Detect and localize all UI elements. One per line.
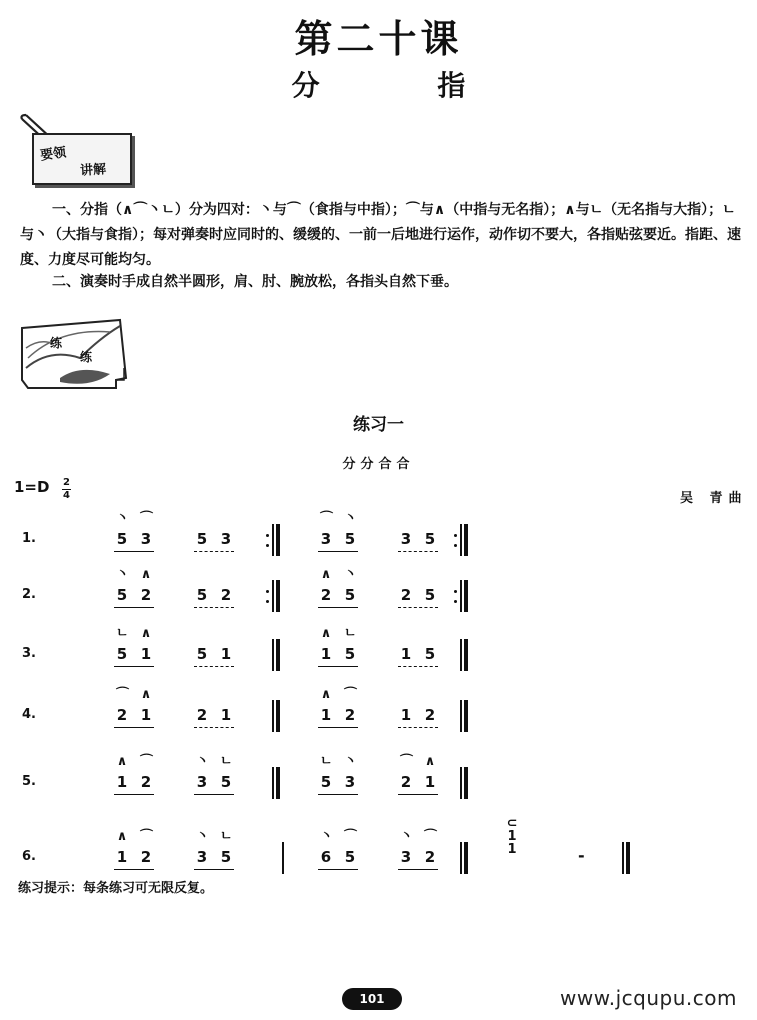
note: 3 (196, 773, 208, 791)
note: 5 (424, 586, 436, 604)
fingering-mark: 丶 (400, 829, 414, 844)
fingering-mark: 丶 (344, 567, 358, 582)
note: 3 (344, 773, 356, 791)
fingering-mark: ㄴ (320, 754, 333, 769)
beam-underline (114, 607, 154, 608)
fingering-mark: 丶 (344, 754, 358, 769)
exercise-subtitle: 分分合合 (342, 457, 415, 472)
beam-underline (318, 551, 358, 552)
note: 5 (116, 586, 128, 604)
note: 1 (220, 645, 232, 663)
note: 1 (140, 645, 152, 663)
note: 5 (196, 645, 208, 663)
note: 6 (320, 848, 332, 866)
note: 5 (116, 530, 128, 548)
key-points-badge-line1: 要领 (39, 145, 68, 164)
note: 2 (116, 706, 128, 724)
beam-underline (194, 869, 234, 870)
fingering-mark: ∧ (320, 687, 332, 702)
row-number: 6. (22, 849, 36, 864)
note: 5 (116, 645, 128, 663)
practice-tip: 练习提示：每条练习可无限反复。 (18, 881, 214, 896)
note: 5 (424, 530, 436, 548)
practice-badge (20, 318, 130, 390)
fingering-mark: 丶 (116, 511, 130, 526)
note: 5 (424, 645, 436, 663)
note: 1 (220, 706, 232, 724)
note: 5 (344, 848, 356, 866)
final-chord-symbol: 1 (507, 842, 517, 857)
fingering-mark: ㄴ (220, 829, 233, 844)
fingering-mark: ∧ (140, 626, 152, 641)
lesson-subtitle: 分 指 (291, 69, 520, 102)
row-number: 1. (22, 531, 36, 546)
note: 3 (220, 530, 232, 548)
practice-badge-line2: 练 (80, 350, 93, 364)
note: 2 (140, 586, 152, 604)
beam-underline (318, 727, 358, 728)
note: 2 (400, 773, 412, 791)
beam-underline (194, 727, 234, 728)
beam-underline (318, 666, 358, 667)
beam-underline (398, 727, 438, 728)
note: 1 (424, 773, 436, 791)
explanation-paragraph-2: 二、演奏时手成自然半圆形，肩、肘、腕放松，各指头自然下垂。 (52, 274, 458, 290)
note: 5 (344, 530, 356, 548)
key-signature: 1=D (14, 478, 50, 496)
beam-underline (398, 869, 438, 870)
time-signature-numerator: 2 (63, 477, 70, 488)
composer: 吴 青曲 (680, 491, 748, 506)
beam-underline (318, 869, 358, 870)
fingering-mark: ∧ (140, 687, 152, 702)
fingering-mark: 丶 (344, 511, 358, 526)
fingering-mark: ∧ (116, 829, 128, 844)
lesson-title: 第二十课 (294, 16, 463, 61)
fingering-mark: 丶 (320, 829, 334, 844)
beam-underline (398, 666, 438, 667)
fingering-mark: ⌒ (140, 754, 154, 769)
note: 3 (400, 530, 412, 548)
fingering-mark: ∧ (140, 567, 152, 582)
beam-underline (194, 666, 234, 667)
note: 2 (400, 586, 412, 604)
key-points-badge-line2: 讲解 (79, 162, 107, 179)
note: 1 (400, 645, 412, 663)
beam-underline (398, 794, 438, 795)
note: 5 (344, 586, 356, 604)
beam-underline (194, 607, 234, 608)
note: 3 (140, 530, 152, 548)
note: 1 (140, 706, 152, 724)
fingering-mark: 丶 (196, 754, 210, 769)
final-chord-symbol: 1 (507, 829, 517, 844)
beam-underline (194, 794, 234, 795)
note: 3 (320, 530, 332, 548)
row-number: 3. (22, 646, 36, 661)
practice-illustration-icon (20, 318, 130, 390)
fingering-mark: ∧ (424, 754, 436, 769)
page-number: 101 (342, 988, 402, 1010)
fingering-mark: 丶 (116, 567, 130, 582)
beam-underline (114, 666, 154, 667)
fingering-mark: ⌒ (320, 511, 334, 526)
note: 3 (400, 848, 412, 866)
note: 2 (196, 706, 208, 724)
note: 2 (320, 586, 332, 604)
note: 1 (320, 706, 332, 724)
note: 5 (220, 773, 232, 791)
beam-underline (114, 869, 154, 870)
note: 2 (140, 848, 152, 866)
fingering-mark: ⌒ (400, 754, 414, 769)
beam-underline (398, 607, 438, 608)
note: 2 (140, 773, 152, 791)
exercise-title: 练习一 (353, 415, 404, 435)
single-barline (282, 842, 284, 874)
note: 2 (220, 586, 232, 604)
note: 1 (400, 706, 412, 724)
beam-underline (318, 794, 358, 795)
note: 1 (116, 773, 128, 791)
time-signature-denominator: 4 (63, 490, 70, 501)
beam-underline (114, 794, 154, 795)
note: 2 (344, 706, 356, 724)
beam-underline (318, 607, 358, 608)
note: 2 (424, 848, 436, 866)
note: 3 (196, 848, 208, 866)
time-signature (62, 478, 71, 501)
note: 1 (320, 645, 332, 663)
note: 5 (344, 645, 356, 663)
fingering-mark: ㄴ (116, 626, 129, 641)
fingering-mark: ⌒ (344, 829, 358, 844)
note: 2 (424, 706, 436, 724)
fingering-mark: ∧ (116, 754, 128, 769)
fingering-mark: ⌒ (116, 687, 130, 702)
beam-underline (114, 551, 154, 552)
beam-underline (398, 551, 438, 552)
beam-underline (114, 727, 154, 728)
fingering-mark: ∧ (320, 567, 332, 582)
note: 1 (116, 848, 128, 866)
row-number: 2. (22, 587, 36, 602)
fingering-mark: ㄴ (220, 754, 233, 769)
site-watermark: www.jcqupu.com (560, 986, 737, 1010)
note: 5 (220, 848, 232, 866)
note: 5 (196, 586, 208, 604)
row-number: 4. (22, 707, 36, 722)
fingering-mark: ⌒ (424, 829, 438, 844)
note: 5 (196, 530, 208, 548)
final-chord-symbol: ⊂ (506, 816, 518, 831)
beam-underline (194, 551, 234, 552)
fingering-mark: ∧ (320, 626, 332, 641)
fingering-mark: 丶 (196, 829, 210, 844)
fingering-mark: ⌒ (140, 829, 154, 844)
fingering-mark: ⌒ (140, 511, 154, 526)
note: 5 (320, 773, 332, 791)
fingering-mark: ㄴ (344, 626, 357, 641)
key-points-badge (18, 113, 132, 185)
row-number: 5. (22, 774, 36, 789)
fingering-mark: ⌒ (344, 687, 358, 702)
explanation-paragraph-1: 一、分指（∧⌒丶ㄴ）分为四对：丶与⌒（食指与中指）；⌒与∧（中指与无名指）；∧与ㄴ（无名指与大指）；ㄴ与丶（大指与食指）；每对弹奏时应同时的、缓缓的、一前一后地进行运作，动作切不要大，各指贴弦要近。指距、速度、力度尽可能均匀。 (20, 202, 741, 268)
practice-badge-line1: 练 (50, 336, 63, 350)
final-dash: - (578, 846, 585, 865)
